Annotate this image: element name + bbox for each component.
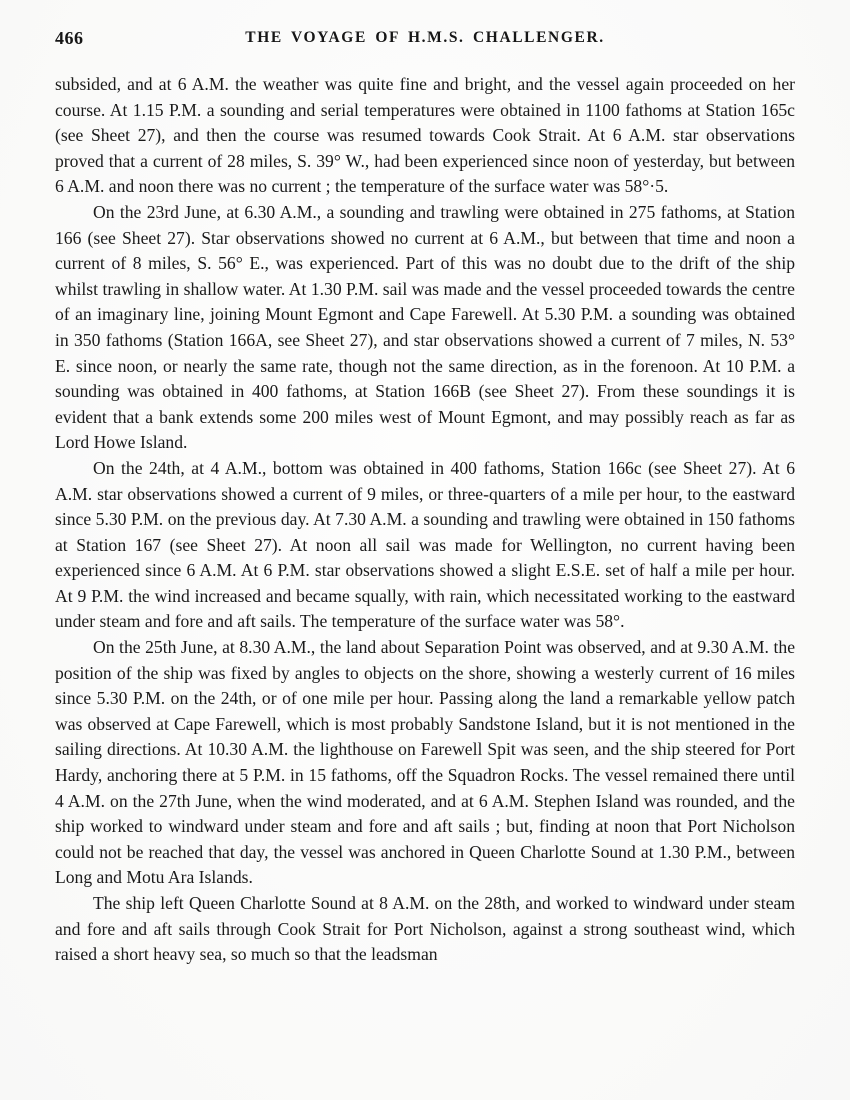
running-header-title: THE VOYAGE OF H.M.S. CHALLENGER. — [245, 29, 605, 46]
page-number: 466 — [55, 28, 84, 48]
paragraph-24th-june: On the 24th, at 4 A.M., bottom was obtained in 400 fathoms, Station 166c (see Sheet 27). At 6 A.M. star observations showed a current of 9 miles, or three-quarters of a mile per hour, to the eastward since 5.30 P.M. on the previous day. At 7.30 A.M. a sounding and trawling were obtained in 150 fathoms at Station 167 (see Sheet 27). At noon all sail was made for Wellington, no current having been experienced since 6 A.M. At 6 P.M. star observations showed a slight E.S.E. set of half a mile per hour. At 9 P.M. the wind increased and became squally, with rain, which necessitated working to the eastward under steam and fore and aft sails. The temperature of the surface water was 58°. — [55, 457, 795, 632]
paragraph-25th-june: On the 25th June, at 8.30 A.M., the land about Separation Point was observed, and at 9.30 A.M. the position of the ship was fixed by angles to objects on the shore, showing a westerly current of 16 miles since 5.30 P.M. on the 24th, or of one mile per hour. Passing along the land a remarkable yellow patch was observed at Cape Farewell, which is most probably Sandstone Island, but it is not mentioned in the sailing directions. At 10.30 A.M. the lighthouse on Farewell Spit was seen, and the ship steered for Port Hardy, anchoring there at 5 P.M. in 15 fathoms, off the Squadron Rocks. The vessel remained there until 4 A.M. on the 27th June, when the wind moderated, and at 6 A.M. Stephen Island was rounded, and the ship worked to windward under steam and fore and aft sails ; but, finding at noon that Port Nicholson could not be reached that day, the vessel was anchored in Queen Charlotte Sound at 1.30 P.M., between Long and Motu Ara Islands. — [55, 637, 795, 888]
paragraph-28th-june: The ship left Queen Charlotte Sound at 8 A.M. on the 28th, and worked to windward under steam and fore and aft sails through Cook Strait for Port Nicholson, against a strong southeast wind, which raised a short heavy sea, so much so that the leadsman — [55, 893, 795, 965]
page-body-text — [55, 72, 795, 968]
page-header — [55, 26, 795, 50]
paragraph-continuation: subsided, and at 6 A.M. the weather was quite fine and bright, and the vessel again proceeded on her course. At 1.15 P.M. a sounding and serial temperatures were obtained in 1100 fathoms at Station 165c (see Sheet 27), and then the course was resumed towards Cook Strait. At 6 A.M. star observations proved that a current of 28 miles, S. 39° W., had been experienced since noon of yesterday, but between 6 A.M. and noon there was no current ; the temperature of the surface water was 58°·5. — [55, 74, 795, 197]
paragraph-23rd-june: On the 23rd June, at 6.30 A.M., a sounding and trawling were obtained in 275 fathoms, at Station 166 (see Sheet 27). Star observations showed no current at 6 A.M., but between that time and noon a current of 8 miles, S. 56° E., was experienced. Part of this was no doubt due to the drift of the ship whilst trawling in shallow water. At 1.30 P.M. sail was made and the vessel proceeded towards the centre of an imaginary line, joining Mount Egmont and Cape Farewell. At 5.30 P.M. a sounding was obtained in 350 fathoms (Station 166A, see Sheet 27), and star observations showed a current of 7 miles, N. 53° E. since noon, or nearly the same rate, though not the same direction, as in the forenoon. At 10 P.M. a sounding was obtained in 400 fathoms, at Station 166B (see Sheet 27). From these soundings it is evident that a bank extends some 200 miles west of Mount Egmont, and may possibly reach as far as Lord Howe Island. — [55, 201, 795, 453]
